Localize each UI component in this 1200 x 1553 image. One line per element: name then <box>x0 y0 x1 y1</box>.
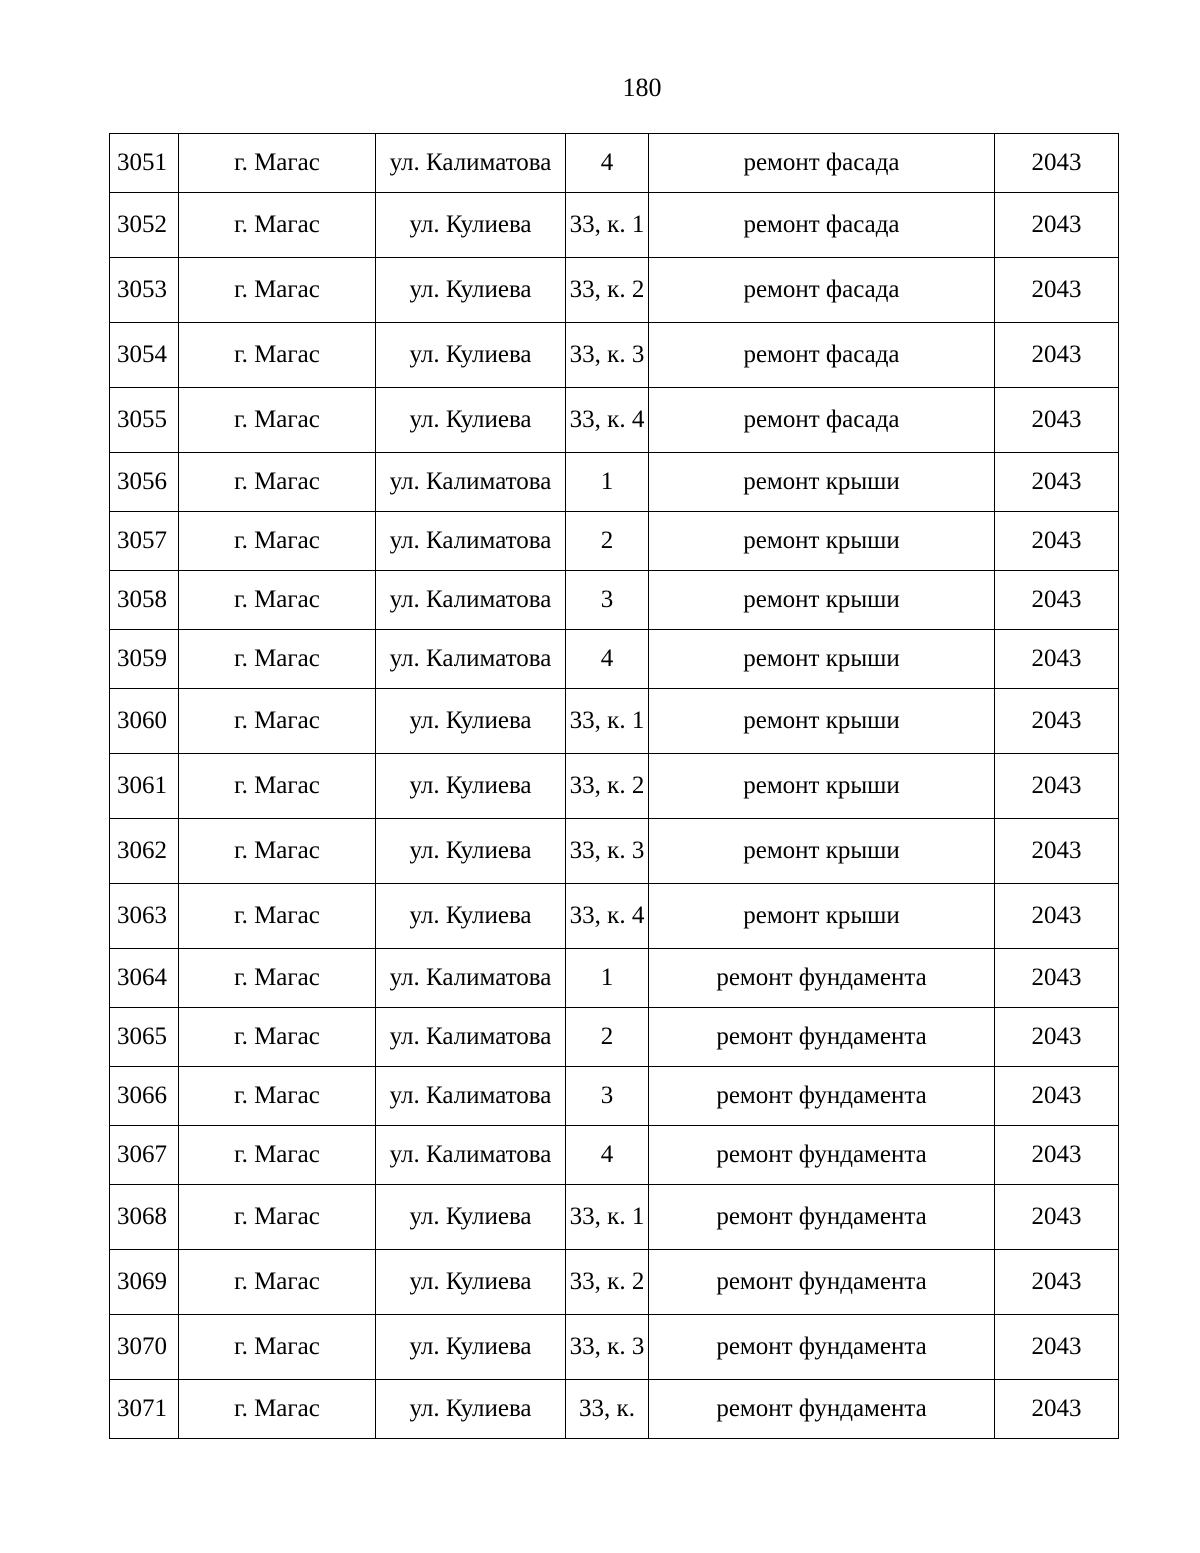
work-type-cell: ремонт фасада <box>649 258 995 323</box>
table-row <box>110 754 1119 819</box>
city-cell: г. Магас <box>179 1250 376 1315</box>
house-number-text: 3 <box>600 1082 614 1109</box>
street-cell: ул. Калиматова <box>376 453 566 512</box>
table-body <box>110 134 1119 1439</box>
house-cell <box>566 754 649 819</box>
house-number-text: 33, к. 2 <box>569 276 645 303</box>
row-number-cell: 3065 <box>110 1008 179 1067</box>
year-cell: 2043 <box>995 1067 1119 1126</box>
work-type-cell: ремонт фундамента <box>649 1067 995 1126</box>
table-row <box>110 1126 1119 1185</box>
city-cell: г. Магас <box>179 754 376 819</box>
year-cell: 2043 <box>995 1185 1119 1250</box>
work-type-cell: ремонт крыши <box>649 512 995 571</box>
house-number-text: 1 <box>600 468 614 495</box>
city-cell: г. Магас <box>179 571 376 630</box>
year-cell: 2043 <box>995 884 1119 949</box>
house-cell <box>566 323 649 388</box>
house-number-text: 33, к. 3 <box>569 1333 645 1360</box>
street-cell: ул. Кулиева <box>376 754 566 819</box>
city-cell: г. Магас <box>179 512 376 571</box>
house-cell <box>566 689 649 754</box>
street-cell: ул. Кулиева <box>376 819 566 884</box>
street-cell: ул. Кулиева <box>376 1185 566 1250</box>
row-number-cell: 3068 <box>110 1185 179 1250</box>
house-cell <box>566 1185 649 1250</box>
table-row <box>110 258 1119 323</box>
table-row <box>110 689 1119 754</box>
year-cell: 2043 <box>995 1008 1119 1067</box>
work-type-cell: ремонт крыши <box>649 754 995 819</box>
city-cell: г. Магас <box>179 630 376 689</box>
year-cell: 2043 <box>995 949 1119 1008</box>
street-cell: ул. Калиматова <box>376 1126 566 1185</box>
table-row <box>110 1185 1119 1250</box>
work-type-cell: ремонт фундамента <box>649 1008 995 1067</box>
table-row <box>110 453 1119 512</box>
table-row <box>110 193 1119 258</box>
city-cell: г. Магас <box>179 1380 376 1439</box>
house-cell <box>566 949 649 1008</box>
house-number-text: 2 <box>600 1023 614 1050</box>
repair-schedule-table <box>109 133 1119 1439</box>
city-cell: г. Магас <box>179 323 376 388</box>
city-cell: г. Магас <box>179 193 376 258</box>
city-cell: г. Магас <box>179 1126 376 1185</box>
year-cell: 2043 <box>995 323 1119 388</box>
house-cell <box>566 819 649 884</box>
street-cell: ул. Кулиева <box>376 258 566 323</box>
table-row <box>110 1250 1119 1315</box>
year-cell: 2043 <box>995 689 1119 754</box>
table-row <box>110 388 1119 453</box>
work-type-cell: ремонт крыши <box>649 884 995 949</box>
year-cell: 2043 <box>995 819 1119 884</box>
page-number: 180 <box>622 73 662 102</box>
house-number-text: 33, к. 2 <box>569 772 645 799</box>
street-cell: ул. Кулиева <box>376 1250 566 1315</box>
house-number-text: 33, к. 1 <box>569 1203 645 1230</box>
street-cell: ул. Кулиева <box>376 388 566 453</box>
house-number-text: 33, к. 3 <box>569 341 645 368</box>
row-number-cell: 3070 <box>110 1315 179 1380</box>
row-number-cell: 3063 <box>110 884 179 949</box>
year-cell: 2043 <box>995 512 1119 571</box>
street-cell: ул. Кулиева <box>376 884 566 949</box>
row-number-cell: 3062 <box>110 819 179 884</box>
street-cell: ул. Калиматова <box>376 1067 566 1126</box>
year-cell: 2043 <box>995 193 1119 258</box>
work-type-cell: ремонт фундамента <box>649 1315 995 1380</box>
row-number-cell: 3071 <box>110 1380 179 1439</box>
year-cell: 2043 <box>995 1126 1119 1185</box>
work-type-cell: ремонт крыши <box>649 689 995 754</box>
house-cell <box>566 1250 649 1315</box>
house-cell <box>566 453 649 512</box>
street-cell: ул. Калиматова <box>376 1008 566 1067</box>
table-row <box>110 1380 1119 1439</box>
work-type-cell: ремонт крыши <box>649 819 995 884</box>
work-type-cell: ремонт крыши <box>649 571 995 630</box>
row-number-cell: 3051 <box>110 134 179 193</box>
street-cell: ул. Калиматова <box>376 134 566 193</box>
work-type-cell: ремонт фундамента <box>649 1250 995 1315</box>
house-cell <box>566 512 649 571</box>
table-row <box>110 819 1119 884</box>
table-row <box>110 571 1119 630</box>
house-cell <box>566 1380 649 1439</box>
city-cell: г. Магас <box>179 819 376 884</box>
house-cell <box>566 1315 649 1380</box>
year-cell: 2043 <box>995 453 1119 512</box>
house-number-text: 33, к. 3 <box>569 837 645 864</box>
city-cell: г. Магас <box>179 1067 376 1126</box>
table-row <box>110 1067 1119 1126</box>
house-number-text: 33, к. 4 <box>569 406 645 433</box>
year-cell: 2043 <box>995 1315 1119 1380</box>
table-row <box>110 884 1119 949</box>
house-cell <box>566 388 649 453</box>
year-cell: 2043 <box>995 571 1119 630</box>
table-row <box>110 323 1119 388</box>
table-row <box>110 630 1119 689</box>
house-number-text: 4 <box>600 149 614 176</box>
house-number-text: 33, к. <box>579 1395 635 1422</box>
work-type-cell: ремонт фасада <box>649 323 995 388</box>
year-cell: 2043 <box>995 1250 1119 1315</box>
year-cell: 2043 <box>995 630 1119 689</box>
work-type-cell: ремонт фундамента <box>649 1185 995 1250</box>
street-cell: ул. Калиматова <box>376 949 566 1008</box>
year-cell: 2043 <box>995 754 1119 819</box>
city-cell: г. Магас <box>179 388 376 453</box>
house-number-text: 3 <box>600 586 614 613</box>
row-number-cell: 3055 <box>110 388 179 453</box>
table-row <box>110 949 1119 1008</box>
work-type-cell: ремонт фундамента <box>649 1126 995 1185</box>
street-cell: ул. Калиматова <box>376 630 566 689</box>
house-cell <box>566 1008 649 1067</box>
year-cell: 2043 <box>995 388 1119 453</box>
row-number-cell: 3057 <box>110 512 179 571</box>
table-row <box>110 1315 1119 1380</box>
city-cell: г. Магас <box>179 949 376 1008</box>
city-cell: г. Магас <box>179 453 376 512</box>
work-type-cell: ремонт крыши <box>649 453 995 512</box>
row-number-cell: 3066 <box>110 1067 179 1126</box>
work-type-cell: ремонт фасада <box>649 388 995 453</box>
row-number-cell: 3060 <box>110 689 179 754</box>
year-cell: 2043 <box>995 1380 1119 1439</box>
row-number-cell: 3056 <box>110 453 179 512</box>
street-cell: ул. Калиматова <box>376 571 566 630</box>
city-cell: г. Магас <box>179 134 376 193</box>
house-cell <box>566 1126 649 1185</box>
street-cell: ул. Кулиева <box>376 1380 566 1439</box>
street-cell: ул. Кулиева <box>376 323 566 388</box>
house-number-text: 33, к. 2 <box>569 1268 645 1295</box>
house-cell <box>566 884 649 949</box>
city-cell: г. Магас <box>179 1008 376 1067</box>
street-cell: ул. Кулиева <box>376 193 566 258</box>
house-number-text: 33, к. 4 <box>569 902 645 929</box>
table-row <box>110 134 1119 193</box>
table-row <box>110 1008 1119 1067</box>
work-type-cell: ремонт крыши <box>649 630 995 689</box>
city-cell: г. Магас <box>179 689 376 754</box>
house-number-text: 1 <box>600 964 614 991</box>
row-number-cell: 3069 <box>110 1250 179 1315</box>
row-number-cell: 3059 <box>110 630 179 689</box>
street-cell: ул. Калиматова <box>376 512 566 571</box>
year-cell: 2043 <box>995 258 1119 323</box>
house-number-text: 4 <box>600 1141 614 1168</box>
city-cell: г. Магас <box>179 884 376 949</box>
row-number-cell: 3054 <box>110 323 179 388</box>
row-number-cell: 3064 <box>110 949 179 1008</box>
street-cell: ул. Кулиева <box>376 1315 566 1380</box>
work-type-cell: ремонт фундамента <box>649 1380 995 1439</box>
house-number-text: 2 <box>600 527 614 554</box>
house-cell <box>566 193 649 258</box>
work-type-cell: ремонт фасада <box>649 193 995 258</box>
row-number-cell: 3053 <box>110 258 179 323</box>
city-cell: г. Магас <box>179 1315 376 1380</box>
year-cell: 2043 <box>995 134 1119 193</box>
city-cell: г. Магас <box>179 1185 376 1250</box>
row-number-cell: 3067 <box>110 1126 179 1185</box>
street-cell: ул. Кулиева <box>376 689 566 754</box>
house-cell <box>566 1067 649 1126</box>
work-type-cell: ремонт фасада <box>649 134 995 193</box>
row-number-cell: 3061 <box>110 754 179 819</box>
table-row <box>110 512 1119 571</box>
row-number-cell: 3058 <box>110 571 179 630</box>
house-cell <box>566 571 649 630</box>
house-cell <box>566 630 649 689</box>
work-type-cell: ремонт фундамента <box>649 949 995 1008</box>
house-number-text: 33, к. 1 <box>569 707 645 734</box>
city-cell: г. Магас <box>179 258 376 323</box>
house-cell <box>566 134 649 193</box>
house-number-text: 33, к. 1 <box>569 211 645 238</box>
house-cell <box>566 258 649 323</box>
row-number-cell: 3052 <box>110 193 179 258</box>
house-number-text: 4 <box>600 645 614 672</box>
